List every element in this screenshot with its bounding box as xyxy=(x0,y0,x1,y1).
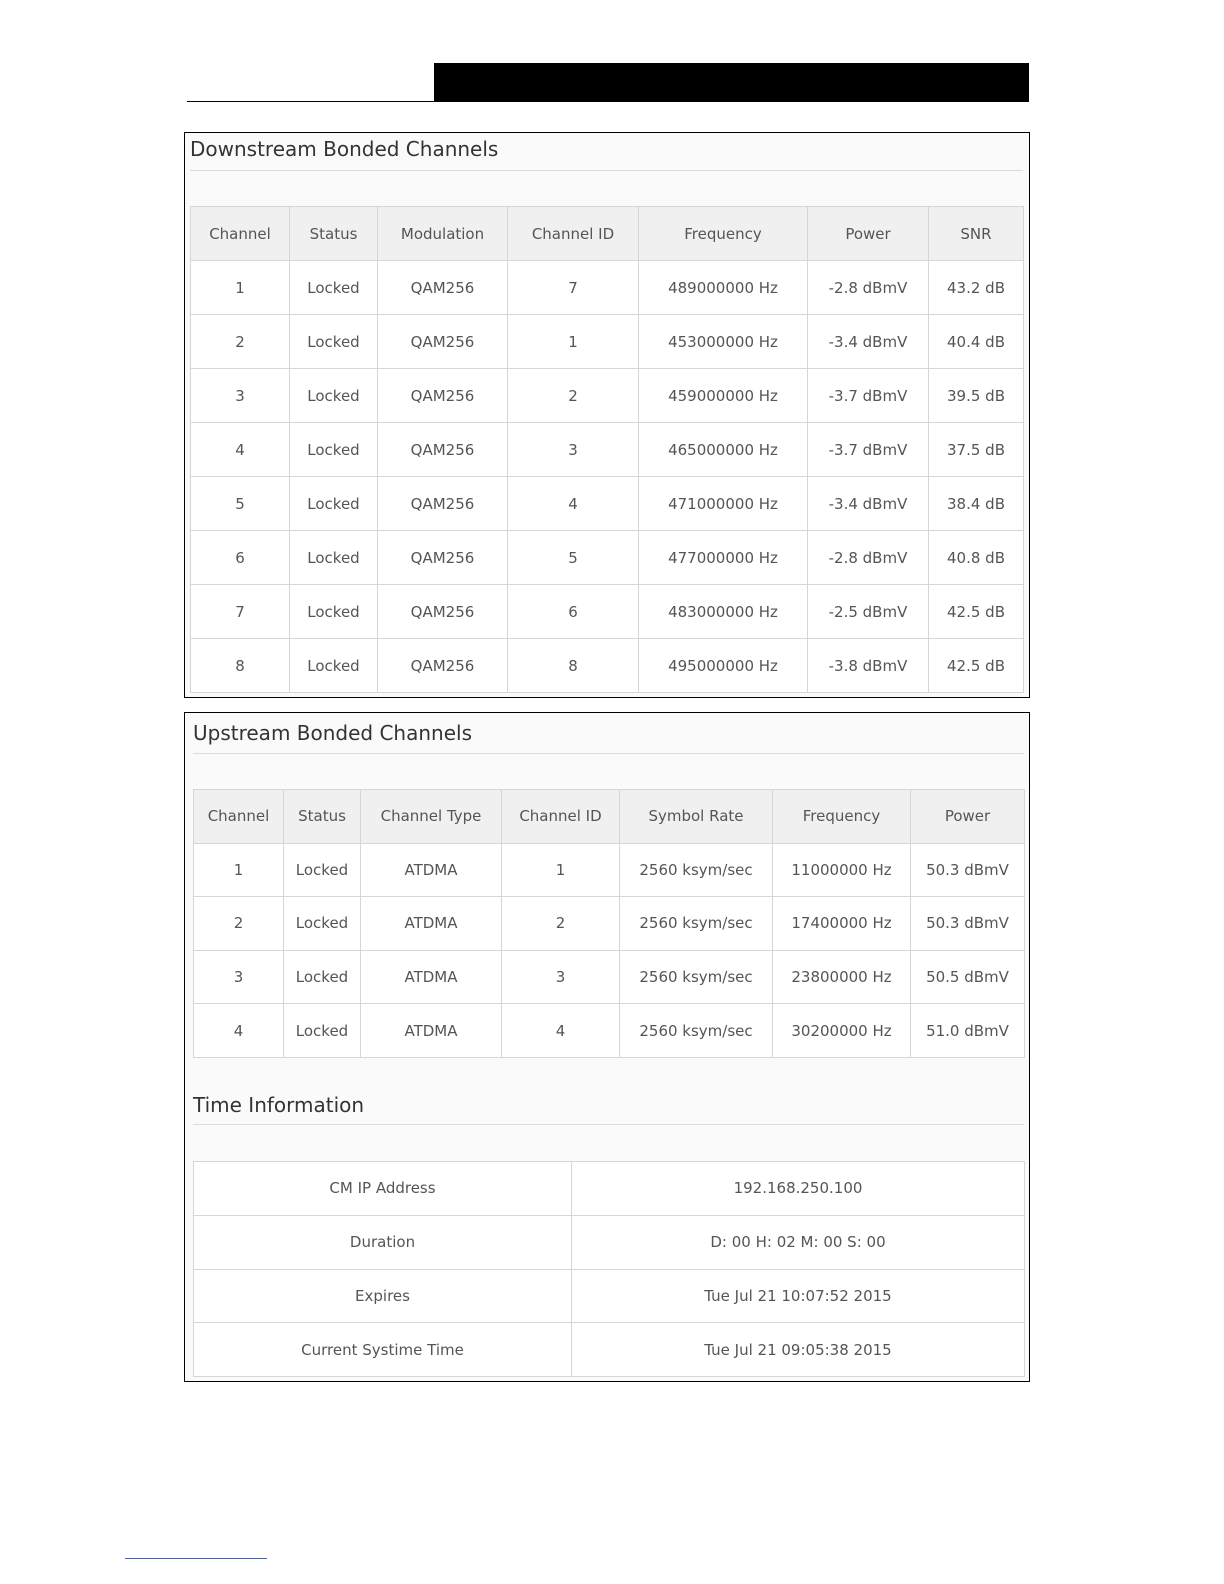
table-cell: 30200000 Hz xyxy=(773,1004,911,1058)
table-cell: 2560 ksym/sec xyxy=(620,843,773,897)
upstream-title-rule xyxy=(193,753,1024,754)
table-cell: -3.4 dBmV xyxy=(808,477,929,531)
table-cell: -3.7 dBmV xyxy=(808,369,929,423)
table-cell: Locked xyxy=(284,950,361,1004)
table-cell: 4 xyxy=(508,477,639,531)
time-info-table xyxy=(193,1161,1025,1377)
table-cell: 483000000 Hz xyxy=(639,585,808,639)
table-cell: 7 xyxy=(508,261,639,315)
table-row xyxy=(194,1323,1025,1377)
table-cell: 459000000 Hz xyxy=(639,369,808,423)
table-cell: 42.5 dB xyxy=(929,639,1024,693)
table-cell: QAM256 xyxy=(378,531,508,585)
table-cell: 4 xyxy=(194,1004,284,1058)
table-cell: Locked xyxy=(290,369,378,423)
table-cell: ATDMA xyxy=(361,1004,502,1058)
table-cell: QAM256 xyxy=(378,369,508,423)
table-cell: ATDMA xyxy=(361,843,502,897)
table-cell: 2560 ksym/sec xyxy=(620,1004,773,1058)
table-row xyxy=(191,315,1024,369)
table-cell: Locked xyxy=(290,423,378,477)
table-cell: 3 xyxy=(502,950,620,1004)
table-cell: -2.5 dBmV xyxy=(808,585,929,639)
table-cell: 477000000 Hz xyxy=(639,531,808,585)
table-cell: 1 xyxy=(191,261,290,315)
table-cell: 2560 ksym/sec xyxy=(620,897,773,951)
time-info-title-rule xyxy=(193,1124,1024,1125)
table-cell: Duration xyxy=(194,1215,572,1269)
table-cell: 6 xyxy=(508,585,639,639)
table-cell: 2 xyxy=(194,897,284,951)
table-row xyxy=(194,1004,1025,1058)
table-cell: QAM256 xyxy=(378,315,508,369)
table-cell: 471000000 Hz xyxy=(639,477,808,531)
table-cell: -2.8 dBmV xyxy=(808,531,929,585)
header-bar xyxy=(434,63,1029,102)
column-header: Channel xyxy=(194,790,284,844)
column-header: Channel ID xyxy=(502,790,620,844)
table-cell: 4 xyxy=(502,1004,620,1058)
table-row xyxy=(194,843,1025,897)
table-cell: -3.4 dBmV xyxy=(808,315,929,369)
upstream-panel xyxy=(184,712,1030,1382)
table-cell: ATDMA xyxy=(361,897,502,951)
table-cell: 2 xyxy=(502,897,620,951)
table-row xyxy=(191,477,1024,531)
table-cell: -3.7 dBmV xyxy=(808,423,929,477)
column-header: Status xyxy=(284,790,361,844)
table-cell: 17400000 Hz xyxy=(773,897,911,951)
table-cell: Locked xyxy=(290,531,378,585)
column-header: Channel xyxy=(191,207,290,261)
table-cell: 3 xyxy=(194,950,284,1004)
table-row xyxy=(191,531,1024,585)
table-cell: 2 xyxy=(508,369,639,423)
table-cell: 4 xyxy=(191,423,290,477)
table-cell: 37.5 dB xyxy=(929,423,1024,477)
table-cell: QAM256 xyxy=(378,261,508,315)
table-cell: ATDMA xyxy=(361,950,502,1004)
table-row xyxy=(191,423,1024,477)
table-cell: 2 xyxy=(191,315,290,369)
header-rule xyxy=(187,101,435,102)
downstream-title: Downstream Bonded Channels xyxy=(190,137,499,161)
table-cell: 43.2 dB xyxy=(929,261,1024,315)
table-cell: 495000000 Hz xyxy=(639,639,808,693)
table-cell: QAM256 xyxy=(378,639,508,693)
table-cell: 39.5 dB xyxy=(929,369,1024,423)
table-cell: Tue Jul 21 09:05:38 2015 xyxy=(572,1323,1025,1377)
upstream-title: Upstream Bonded Channels xyxy=(193,721,472,745)
table-cell: Locked xyxy=(290,477,378,531)
table-cell: CM IP Address xyxy=(194,1162,572,1216)
table-cell: Locked xyxy=(284,843,361,897)
table-cell: 465000000 Hz xyxy=(639,423,808,477)
downstream-title-rule xyxy=(190,170,1023,171)
table-cell: 1 xyxy=(502,843,620,897)
column-header: Status xyxy=(290,207,378,261)
table-cell: Locked xyxy=(290,585,378,639)
table-cell: 40.4 dB xyxy=(929,315,1024,369)
table-row xyxy=(194,950,1025,1004)
table-cell: 40.8 dB xyxy=(929,531,1024,585)
table-cell: 2560 ksym/sec xyxy=(620,950,773,1004)
table-cell: -3.8 dBmV xyxy=(808,639,929,693)
table-cell: 50.5 dBmV xyxy=(911,950,1025,1004)
table-cell: D: 00 H: 02 M: 00 S: 00 xyxy=(572,1215,1025,1269)
table-cell: 192.168.250.100 xyxy=(572,1162,1025,1216)
table-header-row xyxy=(194,790,1025,844)
table-cell: QAM256 xyxy=(378,477,508,531)
table-cell: 7 xyxy=(191,585,290,639)
table-cell: 50.3 dBmV xyxy=(911,843,1025,897)
column-header: Modulation xyxy=(378,207,508,261)
table-cell: 3 xyxy=(191,369,290,423)
table-cell: 42.5 dB xyxy=(929,585,1024,639)
table-cell: 5 xyxy=(191,477,290,531)
table-cell: 8 xyxy=(191,639,290,693)
table-header-row xyxy=(191,207,1024,261)
table-cell: 11000000 Hz xyxy=(773,843,911,897)
table-cell: 489000000 Hz xyxy=(639,261,808,315)
column-header: Frequency xyxy=(773,790,911,844)
table-cell: 1 xyxy=(194,843,284,897)
table-cell: Locked xyxy=(290,261,378,315)
table-cell: 1 xyxy=(508,315,639,369)
table-cell: Locked xyxy=(284,1004,361,1058)
table-cell: -2.8 dBmV xyxy=(808,261,929,315)
table-cell: Expires xyxy=(194,1269,572,1323)
column-header: Power xyxy=(808,207,929,261)
table-row xyxy=(194,1162,1025,1216)
column-header: Channel ID xyxy=(508,207,639,261)
table-row xyxy=(194,897,1025,951)
table-row xyxy=(194,1215,1025,1269)
table-cell: 50.3 dBmV xyxy=(911,897,1025,951)
table-cell: 8 xyxy=(508,639,639,693)
table-cell: QAM256 xyxy=(378,585,508,639)
table-cell: 6 xyxy=(191,531,290,585)
downstream-table xyxy=(190,206,1024,693)
column-header: SNR xyxy=(929,207,1024,261)
table-cell: Tue Jul 21 10:07:52 2015 xyxy=(572,1269,1025,1323)
table-cell: 23800000 Hz xyxy=(773,950,911,1004)
table-cell: 51.0 dBmV xyxy=(911,1004,1025,1058)
table-row xyxy=(191,639,1024,693)
table-cell: QAM256 xyxy=(378,423,508,477)
column-header: Frequency xyxy=(639,207,808,261)
table-cell: Locked xyxy=(284,897,361,951)
table-row xyxy=(191,585,1024,639)
footer-link-underline xyxy=(125,1558,267,1559)
table-row xyxy=(194,1269,1025,1323)
column-header: Channel Type xyxy=(361,790,502,844)
upstream-table xyxy=(193,789,1025,1058)
table-cell: 453000000 Hz xyxy=(639,315,808,369)
table-cell: Locked xyxy=(290,639,378,693)
downstream-panel xyxy=(184,132,1030,698)
table-row xyxy=(191,261,1024,315)
table-cell: Current Systime Time xyxy=(194,1323,572,1377)
time-info-title: Time Information xyxy=(193,1093,365,1117)
table-cell: 5 xyxy=(508,531,639,585)
column-header: Power xyxy=(911,790,1025,844)
column-header: Symbol Rate xyxy=(620,790,773,844)
table-cell: 38.4 dB xyxy=(929,477,1024,531)
table-cell: 3 xyxy=(508,423,639,477)
table-cell: Locked xyxy=(290,315,378,369)
table-row xyxy=(191,369,1024,423)
